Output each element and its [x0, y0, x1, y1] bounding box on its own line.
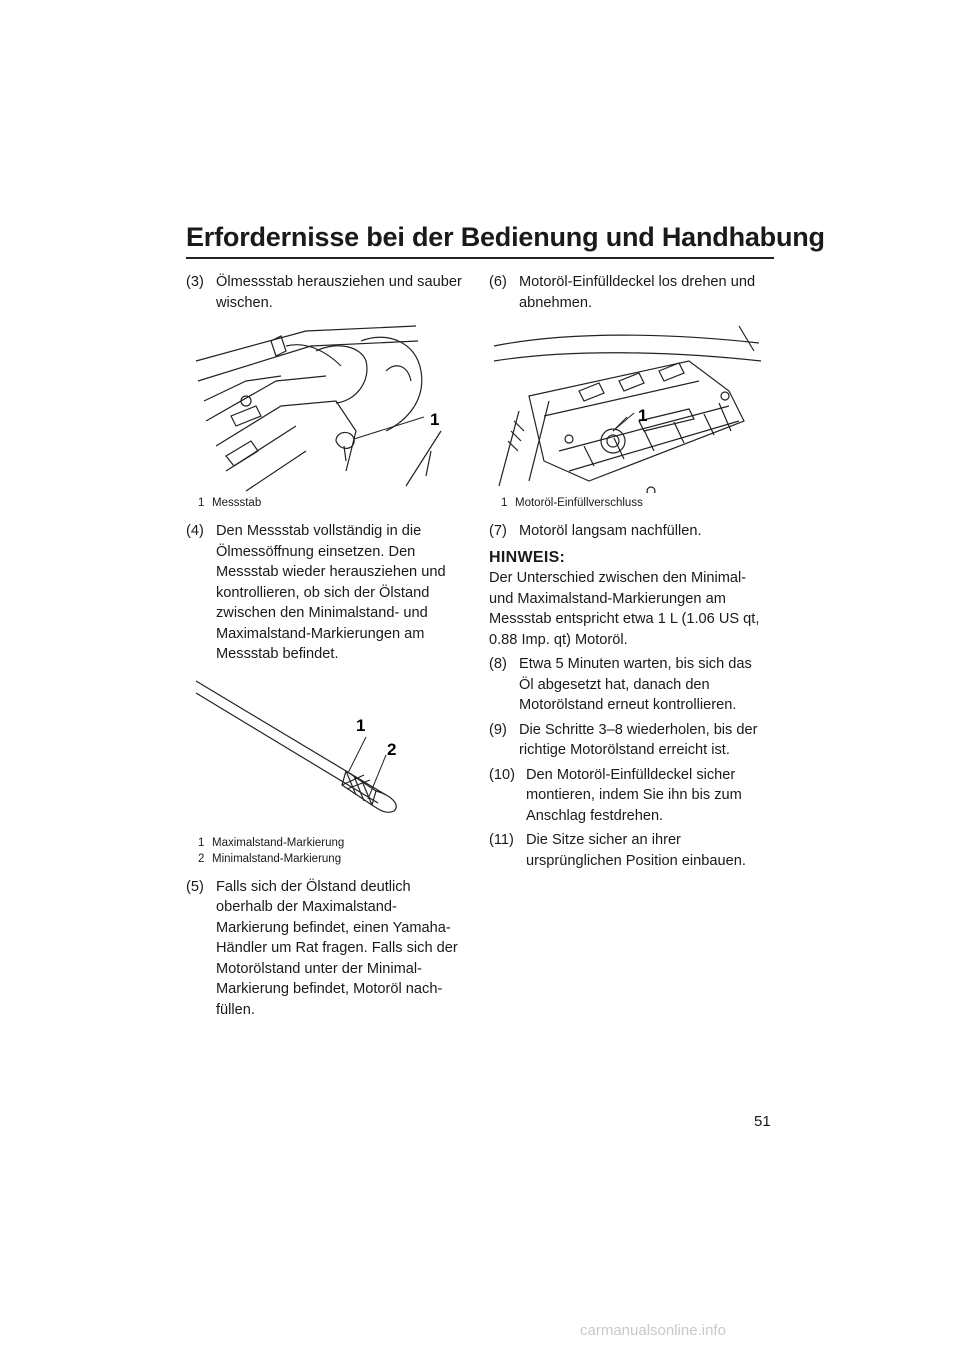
figure-dipstick-location	[186, 321, 462, 493]
step-11	[489, 830, 765, 871]
dipstick-location-illustration	[186, 321, 462, 493]
callout-1: 1	[356, 715, 366, 735]
step-3	[186, 272, 462, 313]
caption-text: Minimalstand-Markierung	[212, 852, 342, 865]
step-number: (6)	[489, 274, 507, 290]
step-number: (10)	[489, 766, 515, 783]
dipstick-markings-illustration	[186, 673, 462, 833]
step-number: (7)	[489, 523, 507, 539]
step-10	[489, 765, 765, 827]
caption-number: 1	[198, 836, 205, 849]
left-column	[186, 272, 462, 1024]
step-5	[186, 877, 462, 1021]
step-text: Den Messstab vollständig in die Ölmessöffnung einsetzen. Den Messstab wieder herausziehen und kontrollieren, ob sich der Ölstand zwischen den Minimalstand- und Maximalstand-Markierungen am Messstab befindet.	[216, 523, 446, 662]
figure-oil-filler-cap	[489, 321, 765, 493]
step-9	[489, 720, 765, 761]
step-text: Den Motoröl-Einfülldeckel sicher montieren, indem Sie ihn bis zum Anschlag festdrehen.	[526, 766, 742, 824]
step-number: (3)	[186, 274, 204, 290]
title-rule	[186, 257, 774, 259]
note-heading: HINWEIS:	[489, 548, 566, 566]
step-text: Motoröl-Einfülldeckel los drehen und abnehmen.	[519, 274, 756, 311]
note-text: Der Unterschied zwischen den Minimal- und Maximalstand-Markierungen am Messstab entspricht etwa 1 L (1.06 US qt, 0.88 Imp. qt) Motoröl.	[489, 570, 760, 648]
callout-1: 1	[430, 410, 440, 429]
figure-caption	[198, 495, 462, 511]
step-text: Ölmessstab herausziehen und sauber wischen.	[216, 274, 462, 311]
caption-number: 2	[198, 852, 205, 865]
step-number: (9)	[489, 721, 507, 738]
step-4	[186, 521, 462, 665]
caption-text: Maximalstand-Markierung	[212, 836, 345, 849]
page-title: Erfordernisse bei der Bedienung und Handhabung	[186, 222, 825, 252]
caption-text: Motoröl-Einfüllverschluss	[515, 497, 643, 509]
step-text: Motoröl langsam nachfüllen.	[519, 523, 702, 539]
step-number: (11)	[489, 832, 514, 848]
step-6	[489, 272, 765, 313]
figure-caption	[198, 835, 462, 867]
watermark: carmanualsonline.info	[580, 1322, 726, 1339]
callout-1: 1	[638, 406, 648, 425]
step-text: Die Schritte 3–8 wiederholen, bis der richtige Motorölstand erreicht ist.	[519, 721, 758, 758]
figure-dipstick-markings	[186, 673, 462, 833]
right-column	[489, 272, 765, 875]
caption-number: 1	[198, 497, 205, 509]
step-8	[489, 654, 765, 716]
step-number: (5)	[186, 878, 204, 895]
step-text: Falls sich der Ölstand deutlich oberhalb der Maximalstand-Markierung befindet, einen Yamaha-Händler um Rat fragen. Falls sich der Motorölstand unter der Minimal-Markierung befindet, Motoröl nachfüllen.	[216, 878, 458, 1018]
step-number: (8)	[489, 656, 507, 672]
step-7	[489, 521, 765, 542]
step-text: Die Sitze sicher an ihrer ursprünglichen Position einbauen.	[526, 832, 746, 869]
figure-caption	[501, 495, 765, 511]
page-number: 51	[754, 1113, 771, 1130]
caption-text: Messstab	[212, 497, 262, 509]
step-number: (4)	[186, 523, 204, 539]
oil-filler-cap-illustration	[489, 321, 765, 493]
step-text: Etwa 5 Minuten warten, bis sich das Öl abgesetzt hat, danach den Motorölstand erneut kontrollieren.	[519, 656, 752, 713]
caption-number: 1	[501, 497, 508, 509]
callout-2: 2	[387, 739, 397, 759]
